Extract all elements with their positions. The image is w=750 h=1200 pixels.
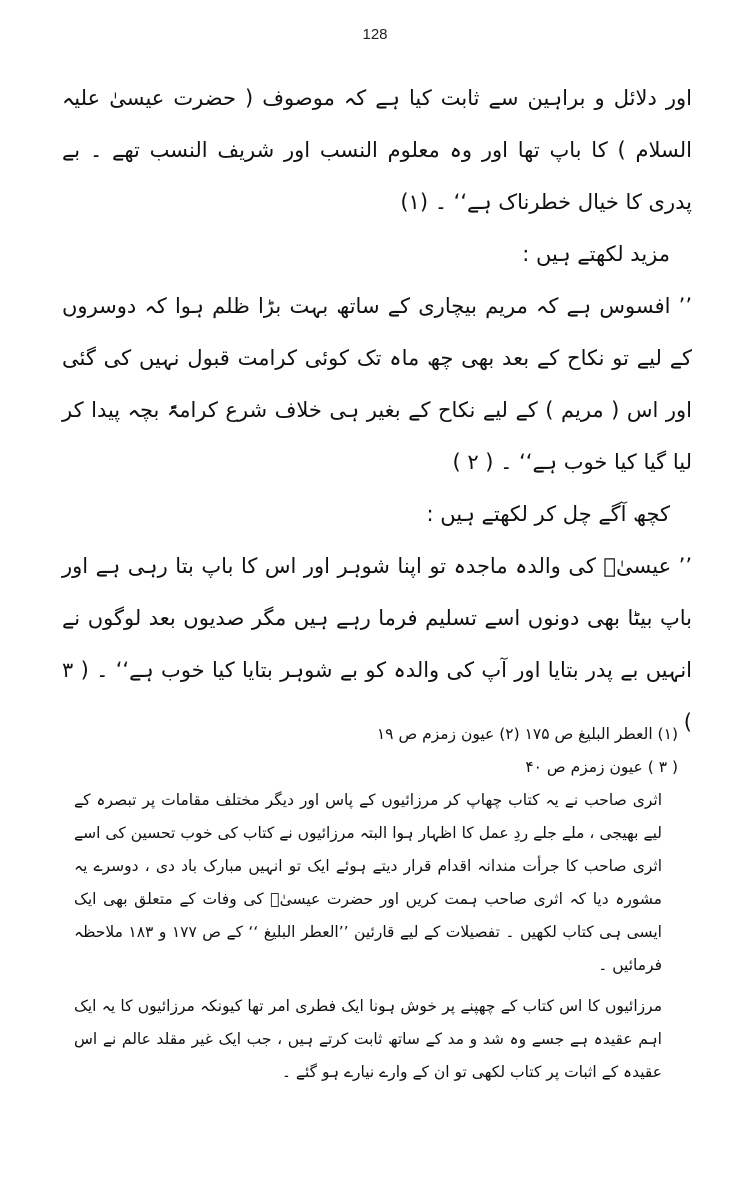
- footnotes: [74, 718, 678, 1089]
- footnote-note-2: مرزائیوں کا اس کتاب کے چھپنے پر خوش ہونا ایک فطری امر تھا کیونکہ مرزائیوں کا یہ ایک اہم عقیدہ ہے جسے وہ شد و مد کے ساتھ ثابت کرتے ہیں ، جب ایک غیر مقلد عالم نے اس عقیدہ کے اثبات پر کتاب لکھی تو ان کے وارے نیارے ہو گئے ۔: [74, 997, 662, 1081]
- quote-2-paragraph: ’’ افسوس ہے کہ مریم بیچاری کے ساتھ بہت بڑا ظلم ہوا کہ دوسروں کے لیے تو نکاح کے بعد بھی چھ ماہ تک کوئی کرامت قبول نہیں کی گئی اور اس ( مریم ) کے لیے نکاح کے بغیر ہی خلاف شرع کرامۃً بچہ پیدا کر لیا گیا کیا خوب ہے‘‘ ۔ ( ۲ ): [62, 294, 692, 474]
- section-heading-2: کچھ آگے چل کر لکھتے ہیں :: [426, 502, 670, 526]
- main-text: [62, 72, 692, 748]
- section-heading-1: مزید لکھتے ہیں :: [522, 242, 670, 266]
- quote-intro-paragraph: اور دلائل و براہین سے ثابت کیا ہے کہ موصوف ( حضرت عیسیٰ علیہ السلام ) کا باپ تھا اور وہ معلوم النسب اور شریف النسب تھے ۔ بے پدری کا خیال خطرناک ہے‘‘ ۔ (۱): [62, 86, 692, 214]
- footnote-note-1: اثری صاحب نے یہ کتاب چھاپ کر مرزائیوں کے پاس اور دیگر مختلف مقامات پر تبصرہ کے لیے بھیجی ، ملے جلے ردِ عمل کا اظہار ہوا البتہ مرزائیوں نے کتاب کی خوب تحسین کی اسے اثری صاحب کا جرأت مندانہ اقدام قرار دیتے ہوئے ایک تو انہیں مبارک باد دی ، دوسرے یہ مشورہ دیا کہ اثری صاحب ہمت کریں اور حضرت عیسیٰؑ کی وفات کے متعلق بھی ایک ایسی ہی کتاب لکھیں ۔ تفصیلات کے لیے قارئین ’’العطر البلیغ ‘‘ کے ص ۱۷۷ و ۱۸۳ ملاحظہ فرمائیں ۔: [74, 791, 662, 974]
- footnote-refs-1-2: (۱) العطر البلیغ ص ۱۷۵ (۲) عیون زمزم ص ۱۹: [376, 725, 678, 743]
- page-number: 128: [362, 26, 388, 43]
- footnote-ref-3: ( ۳ ) عیون زمزم ص ۴۰: [525, 758, 678, 776]
- quote-3-paragraph: ’’ عیسیٰؑ کی والدہ ماجدہ تو اپنا شوہر اور اس کا باپ بتا رہی ہے اور باپ بیٹا بھی دونوں اسے تسلیم فرما رہے ہیں مگر صدیوں بعد لوگوں نے انہیں بے پدر بتایا اور آپ کی والدہ کو بے شوہر بتایا کیا خوب ہے‘‘ ۔ ( ۳ ): [62, 554, 692, 734]
